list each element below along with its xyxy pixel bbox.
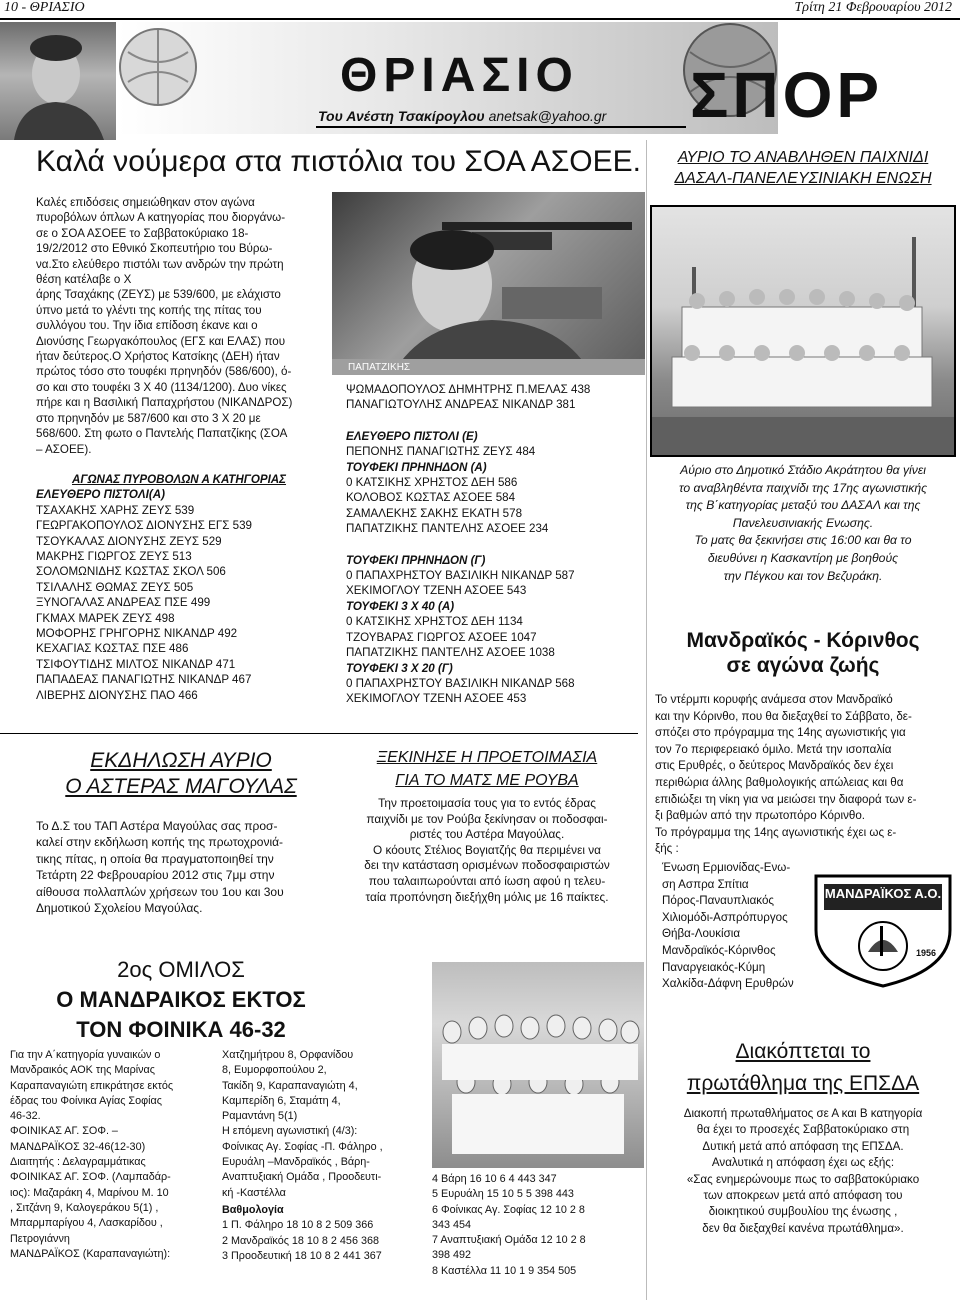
fixture-line: Ένωση Ερμιονίδας-Ενω- xyxy=(662,861,791,874)
caption-line: διευθύνει η Κασκαντίρη με βοηθούς xyxy=(707,550,899,565)
article-line: τον 7ο περιφερειακό όμιλο. Μετά την ισοπαλία xyxy=(655,742,892,756)
article-line: 8, Ευμορφοπούλου 2, xyxy=(222,1064,327,1077)
3x20-list xyxy=(346,676,646,707)
article-line: «Σας ενημερώνουμε πως το σαββατοκύριακο xyxy=(686,1172,920,1186)
article-line: ήταν δεύτερος.Ο Χρήστος Κατσίκης (ΔΕΗ) ήταν xyxy=(36,350,280,364)
article-line: Η επόμενη αγωνιστική (4/3): xyxy=(222,1125,358,1138)
fixture-line: Μανδραϊκός-Κόρινθος xyxy=(662,943,776,957)
standings-row: 7 Αναπτυξιακή Ομάδα 12 10 2 8 xyxy=(432,1234,586,1247)
byline-author: Του Ανέστη Τσακίρογλου xyxy=(318,108,485,124)
result-line: ΞΥΝΟΓΑΛΑΣ ΑΝΔΡΕΑΣ ΠΣΕ 499 xyxy=(36,596,211,610)
article-line: , Σιτζάνη 9, Καλογεράκου 5(1) , xyxy=(10,1201,159,1214)
article-line: πυροβόλων όπλων Α κατηγορίας που διοργάνω- xyxy=(36,211,286,225)
article-line: Χατζημήτρου 8, Ορφανίδου xyxy=(222,1049,354,1061)
free-pistol-e-list xyxy=(346,444,646,459)
mandraikos-korinthos-body xyxy=(655,692,955,858)
logo-year: 1956 xyxy=(916,948,937,958)
article-line: στο πρηνηδόν με 587/600 και στο 3 Χ 20 με xyxy=(36,411,261,425)
issue-date: Τρίτη 21 Φεβρουαρίου 2012 xyxy=(794,0,952,15)
article-line: 19/2/2012 στο Εθνικό Σκοπευτήριο του Βύρω- xyxy=(36,242,273,256)
article-line: παιχνίδι με τον Ρούβα ξεκίνησαν οι ποδοσφαι- xyxy=(366,811,608,826)
3x40-list xyxy=(346,614,646,660)
article-line: ΦΟΙΝΙΚΑΣ ΑΓ. ΣΟΦ. – xyxy=(10,1125,118,1138)
article-line: Διονύσης Γεωργακόπουλος (ΕΓΣ και ΕΛΑΣ) που xyxy=(36,334,286,348)
standings-row: 343 454 xyxy=(432,1218,472,1231)
result-line: ΤΣΙΛΑΛΗΣ ΘΩΜΑΣ ΖΕΥΣ 505 xyxy=(36,580,194,594)
epsda-title-line2: πρωτάθλημα της ΕΠΣΔΑ xyxy=(686,1072,920,1095)
article-line: Δημοτικού Σχολείου Μαγούλας. xyxy=(36,901,203,916)
article-line: 46-32. xyxy=(10,1110,41,1123)
result-line: ΤΣΑΧΑΚΗΣ ΧΑΡΗΣ ΖΕΥΣ 539 xyxy=(36,503,195,517)
article-line: Αναπτυξιακή Ομάδα , Προοδευτι- xyxy=(222,1171,382,1184)
3x20-heading: ΤΟΥΦΕΚΙ 3 Χ 20 (Γ) xyxy=(346,661,453,675)
article-line: Δυτική μετά από απόφαση της ΕΠΣΔΑ. xyxy=(702,1139,904,1153)
caption-line: Αύριο στο Δημοτικό Στάδιο Ακράτητου θα γίνει xyxy=(680,463,926,477)
mk-title-line2: σε αγώνα ζωής xyxy=(726,654,880,677)
article-line: Ο κόουτς Στέλιος Βογιατζής θα περιμένει να xyxy=(373,842,601,857)
epsda-title xyxy=(650,1036,956,1100)
column-rule xyxy=(646,140,647,1300)
fixture-line: Χιλιομόδι-Ασπρόπυργος xyxy=(662,910,788,924)
logo-text: ΜΑΝΔΡΑΪΚΟΣ Α.Ο. xyxy=(824,886,942,901)
result-line: ΠΑΠΑΤΖΙΚΗΣ ΠΑΝΤΕΛΗΣ ΑΣΟΕΕ 234 xyxy=(346,522,549,536)
result-line: 0 ΠΑΠΑΧΡΗΣΤΟΥ ΒΑΣΙΛΙΚΗ ΝΙΚΑΝΔΡ 568 xyxy=(346,676,575,690)
article-line: σο και στο τουφέκι 3 Χ 40 (1134/1200). Δυο νίκες xyxy=(36,380,287,394)
fixture-line: Θήβα-Λουκίσια xyxy=(662,927,741,941)
article-line: Μπαρμπαρίγου 4, Λασκαρίδου , xyxy=(10,1217,163,1230)
article-line: ριστές του Αστέρα Μαγούλας. xyxy=(409,827,565,842)
article-line: Τακίδη 9, Καραπαναγιώτη 4, xyxy=(222,1079,358,1092)
article-line: περιθώρια άλλης βαθμολογικής απώλειας και θα xyxy=(655,775,904,789)
article-line: συλλόγου του. Την ίδια επίδοση έκανε και ο xyxy=(36,319,258,333)
masthead-title: ΘΡΙΑΣΙΟ xyxy=(340,49,579,102)
caption-line: το αναβληθέντα παιχνίδι της 17ης αγωνιστικής xyxy=(678,480,928,495)
standings-row: 1 Π. Φάληρο 18 10 8 2 509 366 xyxy=(222,1219,374,1232)
results-block xyxy=(36,472,326,703)
article-line: Διαιτητής : Δελαγραμμάτικας xyxy=(10,1156,146,1169)
prone-a-heading: ΤΟΥΦΕΚΙ ΠΡΗΝΗΔΟΝ (Α) xyxy=(346,460,487,474)
article-line: να.Στο ελεύθερο πιστόλι των ανδρών την πρώτη xyxy=(36,257,284,271)
fixtures-list xyxy=(662,860,812,993)
result-line: ΤΣΟΥΚΑΛΑΣ ΔΙΟΝΥΣΗΣ ΖΕΥΣ 529 xyxy=(36,534,222,548)
shooter-photo xyxy=(332,192,645,375)
result-line: ΚΕΧΑΓΙΑΣ ΚΩΣΤΑΣ ΠΣΕ 486 xyxy=(36,642,189,656)
dasal-team-photo xyxy=(652,207,954,455)
result-line: ΜΑΚΡΗΣ ΓΙΩΡΓΟΣ ΖΕΥΣ 513 xyxy=(36,550,192,564)
asteras-body xyxy=(36,818,326,916)
asteras-title-line1: ΕΚΔΗΛΩΣΗ ΑΥΡΙΟ xyxy=(90,749,272,772)
columnist-photo xyxy=(0,22,116,140)
article-line: επιδιώξει τη νίκη για να μειώσει την διαφορά των ε- xyxy=(655,792,917,806)
postponed-game-head xyxy=(650,147,956,189)
section-divider xyxy=(0,733,638,734)
3x40-heading: ΤΟΥΦΕΚΙ 3 Χ 40 (Α) xyxy=(346,599,455,613)
article-line: αίθουσα πολλαπλών χρήσεων του 1ου και 3ου xyxy=(36,884,284,899)
article-line: Καραπαναγιώτη επικράτησε εκτός xyxy=(10,1079,174,1092)
fixture-line: Παναργειακός-Κύμη xyxy=(662,960,766,974)
result-line: ΛΙΒΕΡΗΣ ΔΙΟΝΥΣΗΣ ΠΑΟ 466 xyxy=(36,688,198,702)
result-line: ΨΩΜΑΔΟΠΟΥΛΟΣ ΔΗΜΗΤΡΗΣ Π.ΜΕΛΑΣ 438 xyxy=(346,383,591,396)
proetoimasia-title xyxy=(334,746,640,792)
mid-top-lines xyxy=(346,382,646,413)
result-line: ΓΚΜΑΧ ΜΑΡΕΚ ΖΕΥΣ 498 xyxy=(36,611,175,625)
prone-g-heading: ΤΟΥΦΕΚΙ ΠΡΗΝΗΔΟΝ (Γ) xyxy=(346,553,486,567)
article-line: δει την κατάσταση ορισμένων ποδοσφαιριστών xyxy=(364,858,610,873)
standings-row: 398 492 xyxy=(432,1249,472,1262)
byline-email: anetsak@yahoo.gr xyxy=(488,108,607,124)
article-line: στις Ερυθρές, ο δεύτερος Μανδραϊκός δεν έχει xyxy=(655,759,894,773)
article-line: ΜΑΝΔΡΑΪΚΟΣ 32-46(12-30) xyxy=(10,1140,146,1153)
article-line: Καμπερίδη 6, Σταμάτη 4, xyxy=(222,1094,341,1107)
proetoimasia-title-line1: ΞΕΚΙΝΗΣΕ Η ΠΡΟΕΤΟΙΜΑΣΙΑ xyxy=(376,749,598,766)
result-line: ΠΑΠΑΤΖΙΚΗΣ ΠΑΝΤΕΛΗΣ ΑΣΟΕΕ 1038 xyxy=(346,646,555,660)
result-line: ΚΟΛΟΒΟΣ ΚΩΣΤΑΣ ΑΣΟΕΕ 584 xyxy=(346,491,516,505)
result-line: ΣΑΜΑΛΕΚΗΣ ΣΑΚΗΣ ΕΚΑΤΗ 578 xyxy=(346,506,523,520)
standings-part1 xyxy=(222,1218,432,1264)
article-line: Φοίνικας Αγ. Σοφίας -Π. Φάληρο , xyxy=(222,1140,383,1153)
mand-title-line2: Ο ΜΑΝΔΡΑΙΚΟΣ ΕΚΤΟΣ xyxy=(56,987,306,1012)
article-line: – ΑΣΟΕΕ). xyxy=(36,442,92,456)
article-line: πρώτος τόσο στο τουφέκι πρηνηδόν (586/600), ό- xyxy=(36,365,292,379)
article-line: Πετρογιάννη xyxy=(10,1232,70,1245)
result-line: ΠΕΠΟΝΗΣ ΠΑΝΑΓΙΩΤΗΣ ΖΕΥΣ 484 xyxy=(346,445,536,459)
caption-line: την Πέγκου και τον Βεζυράκη. xyxy=(723,568,883,583)
byline-rule xyxy=(316,126,686,128)
top-rule xyxy=(0,18,960,20)
article-line: Αναλυτικά η απόφαση έχει ως εξής: xyxy=(711,1156,895,1170)
result-line: ΧΕΚΙΜΟΓΛΟΥ ΤΖΕΝΗ ΑΣΟΕΕ 453 xyxy=(346,692,527,706)
proetoimasia-title-line2: ΓΙΑ ΤΟ ΜΑΤΣ ΜΕ ΡΟΥΒΑ xyxy=(395,772,579,789)
article-line: τικης πίτας, η οποία θα πραγματοποιηθεί την xyxy=(36,851,274,866)
article-line: ύπνο μετά το γλέντι της κοπής της πίτας του xyxy=(36,303,262,317)
team-photo-frame xyxy=(650,205,956,457)
caption-line: Πανελευσινιακής Ενωσης. xyxy=(732,515,874,530)
result-line: 0 ΚΑΤΣΙΚΗΣ ΧΡΗΣΤΟΣ ΔΕΗ 1134 xyxy=(346,615,523,629)
article-line: ΦΟΙΝΙΚΑΣ ΑΓ. ΣΟΦ. (Λαμπαδάρ- xyxy=(10,1171,171,1184)
article-line: 568/600. Στη φωτο ο Παντελής Παπατζίκης (ΣΟΑ xyxy=(36,427,288,441)
group-title: 2ος ΟΜΙΛΟΣ xyxy=(117,957,245,982)
prone-a-list xyxy=(346,475,646,537)
article-line: δεν θα διεξαχθεί κανένα πρωτάθλημα». xyxy=(702,1221,904,1235)
prone-g-list xyxy=(346,568,646,599)
standings-row: 8 Καστέλλα 11 10 1 9 354 505 xyxy=(432,1264,577,1277)
article-line: θέση κατέλαβε ο Χ xyxy=(36,273,132,287)
section-title: ΣΠΟΡ xyxy=(690,59,884,131)
mand-foinikas-col1 xyxy=(10,1048,215,1262)
article-line: Τετάρτη 22 Φεβρουαρίου 2012 στις 7μμ στην xyxy=(36,868,275,883)
mandraikos-foinikas-title xyxy=(36,955,326,1045)
result-line: 0 ΚΑΤΣΙΚΗΣ ΧΡΗΣΤΟΣ ΔΕΗ 586 xyxy=(346,476,518,490)
standings-row: 5 Ευρυάλη 15 10 5 5 398 443 xyxy=(432,1188,574,1201)
mand-title-line3: ΤΟΝ ΦΟΙΝΙΚΑ 46-32 xyxy=(76,1017,286,1042)
article-line: θα έχει το προσεχές Σαββατοκύριακο στη xyxy=(696,1123,910,1137)
article-line: διοικητικού συμβουλίου της ένωσης , xyxy=(708,1205,898,1219)
article-line: έδρας του Φοίνικα Αγίας Σοφίας xyxy=(10,1094,162,1107)
article-line: Διακοπή πρωταθλήματος σε Α και Β κατηγορία xyxy=(683,1107,923,1120)
caption-line: της Β΄κατηγορίας μεταξύ του ΔΑΣΑΛ και της xyxy=(685,498,921,513)
article-line: σε ο ΣΟΑ ΑΣΟΕΕ το Σαββατοκύριακο 18- xyxy=(36,226,249,240)
caption-line: Το ματς θα ξεκινήσει στις 16:00 και θα το xyxy=(694,533,912,548)
article-line: Ραμαντάνη 5(1) xyxy=(222,1110,298,1123)
result-line: ΠΑΝΑΓΙΩΤΟΥΛΗΣ ΑΝΔΡΕΑΣ ΝΙΚΑΝΔΡ 381 xyxy=(346,398,576,412)
standings-row: 6 Φοίνικας Αγ. Σοφίας 12 10 2 8 xyxy=(432,1203,585,1216)
middle-results xyxy=(346,382,646,707)
article-line: Το ντέρμπι κορυφής ανάμεσα στον Μανδραϊκό xyxy=(655,693,893,706)
result-line: ΠΑΠΑΔΕΑΣ ΠΑΝΑΓΙΩΤΗΣ ΝΙΚΑΝΔΡ 467 xyxy=(36,673,252,687)
article-line: Την προετοιμασία τους για το εντός έδρας xyxy=(378,796,596,810)
fixture-line: Πόρος-Παναυπλιακός xyxy=(662,894,774,908)
article-line: των αποκρεων μετά από απόφαση του xyxy=(703,1189,903,1203)
article-line: πήρε και η Βασιλική Παπαχρήστου (ΝΙΚΑΝΔΡΟΣ) xyxy=(36,396,293,410)
results-list xyxy=(36,503,326,703)
standings-title: Βαθμολογία xyxy=(222,1203,284,1216)
result-line: ΧΕΚΙΜΟΓΛΟΥ ΤΖΕΝΗ ΑΣΟΕΕ 543 xyxy=(346,584,527,598)
fixture-line: Χαλκίδα-Δάφνη Ερυθρών xyxy=(662,977,794,991)
article-line: Καλές επιδόσεις σημειώθηκαν στον αγώνα xyxy=(36,196,255,209)
article-line: Το Δ.Σ του ΤΑΠ Αστέρα Μαγούλας σας προσ- xyxy=(36,819,278,833)
article-line: που ταλαιπωρούνται από ίωση αφού η τελευ- xyxy=(368,873,606,888)
epsda-body xyxy=(650,1106,956,1237)
article-line: άρης Τσαχάκης (ΖΕΥΣ) με 539/600, με ελάχιστο xyxy=(36,288,281,302)
free-pistol-e-heading: ΕΛΕΥΘΕΡΟ ΠΙΣΤΟΛΙ (Ε) xyxy=(346,429,478,443)
article-line: Μανδραικός ΑΟΚ της Μαρίνας xyxy=(10,1064,155,1077)
epsda-title-line1: Διακόπτεται το xyxy=(735,1040,871,1063)
standings-row: 4 Βάρη 16 10 6 4 443 347 xyxy=(432,1173,557,1185)
main-article-body xyxy=(36,195,326,457)
standings-part2 xyxy=(432,1172,644,1279)
page-number: 10 - ΘΡΙΑΣΙΟ xyxy=(4,0,85,15)
article-line: σπόζει στο πρόγραμμα της 14ης αγωνιστικής για xyxy=(655,726,906,740)
main-headline: Καλά νούμερα στα πιστόλια του ΣΟΑ ΑΣΟΕΕ. xyxy=(36,145,641,178)
result-line: ΤΣΙΦΟΥΤΙΔΗΣ ΜΙΛΤΟΣ ΝΙΚΑΝΔΡ 471 xyxy=(36,657,236,671)
standings-row: 2 Μανδραϊκός 18 10 8 2 456 368 xyxy=(222,1234,379,1247)
article-line: κή -Καστέλλα xyxy=(222,1186,286,1199)
mandraikos-logo xyxy=(808,870,958,990)
article-line: ΜΑΝΔΡΑΪΚΟΣ (Καραπαναγιώτη): xyxy=(10,1247,171,1260)
article-line: ταία προπόνηση διεξήχθη μόλις με 16 παίκτες. xyxy=(365,889,609,904)
photo-caption: ΠΑΠΑΤΖΙΚΗΣ xyxy=(348,362,411,373)
result-line: 0 ΠΑΠΑΧΡΗΣΤΟΥ ΒΑΣΙΛΙΚΗ ΝΙΚΑΝΔΡ 587 xyxy=(346,569,575,583)
result-line: ΓΕΩΡΓΑΚΟΠΟΥΛΟΣ ΔΙΟΝΥΣΗΣ ΕΓΣ 539 xyxy=(36,519,252,533)
result-line: ΤΖΟΥΒΑΡΑΣ ΓΙΩΡΓΟΣ ΑΣΟΕΕ 1047 xyxy=(346,630,537,644)
proetoimasia-body xyxy=(334,796,640,905)
mand-foinikas-col2 xyxy=(222,1048,432,1264)
fixture-line: ση Ασπρα Σπίτια xyxy=(662,877,749,891)
mk-title-line1: Μανδραϊκός - Κόρινθος xyxy=(686,629,920,652)
asteras-title-line2: Ο ΑΣΤΕΡΑΣ ΜΑΓΟΥΛΑΣ xyxy=(65,775,297,798)
standings-row: 3 Προοδευτική 18 10 8 2 441 367 xyxy=(222,1249,382,1262)
result-line: ΜΟΦΟΡΗΣ ΓΡΗΓΟΡΗΣ ΝΙΚΑΝΔΡ 492 xyxy=(36,627,238,641)
women-team-photo xyxy=(432,962,644,1168)
article-line: καλεί στην εκδήλωση κοπής της πρωτοχρονιά- xyxy=(36,835,284,850)
result-line: ΣΟΛΟΜΩΝΙΔΗΣ ΚΩΣΤΑΣ ΣΚΟΛ 506 xyxy=(36,565,226,579)
postponed-head-line1: ΑΥΡΙΟ ΤΟ ΑΝΑΒΛΗΘΕΝ ΠΑΙΧΝΙΔΙ xyxy=(677,149,929,166)
article-line: Ευρυάλη –Μανδραϊκός , Βάρη- xyxy=(222,1156,370,1169)
article-line: και την Κόρινθο, που θα διεξαχθεί το Σάββατο, δε- xyxy=(655,709,912,723)
postponed-head-line2: ΔΑΣΑΛ-ΠΑΝΕΛΕΥΣΙΝΙΑΚΗ ΕΝΩΣΗ xyxy=(674,170,932,187)
postponed-caption xyxy=(650,462,956,585)
article-line: ιος): Μαζαράκη 4, Μαρίνου Μ. 10 xyxy=(10,1186,169,1199)
results-title: ΑΓΩΝΑΣ ΠΥΡΟΒΟΛΩΝ Α ΚΑΤΗΓΟΡΙΑΣ xyxy=(72,473,287,486)
article-line: Για την Α΄κατηγορία γυναικών ο xyxy=(10,1049,161,1061)
article-line: ξής : xyxy=(655,842,679,856)
mf-col2-lines xyxy=(222,1048,432,1201)
article-line: Το πρόγραμμα της 14ης αγωνιστικής έχει ως ε- xyxy=(655,825,897,839)
article-line: ξι βαθμών από την πρωτοπόρο Κόρινθο. xyxy=(655,809,865,823)
asteras-title xyxy=(36,748,326,800)
results-subtitle: ΕΛΕΥΘΕΡΟ ΠΙΣΤΟΛΙ(Α) xyxy=(36,488,165,502)
byline xyxy=(318,108,606,124)
mandraikos-korinthos-title xyxy=(650,628,956,678)
